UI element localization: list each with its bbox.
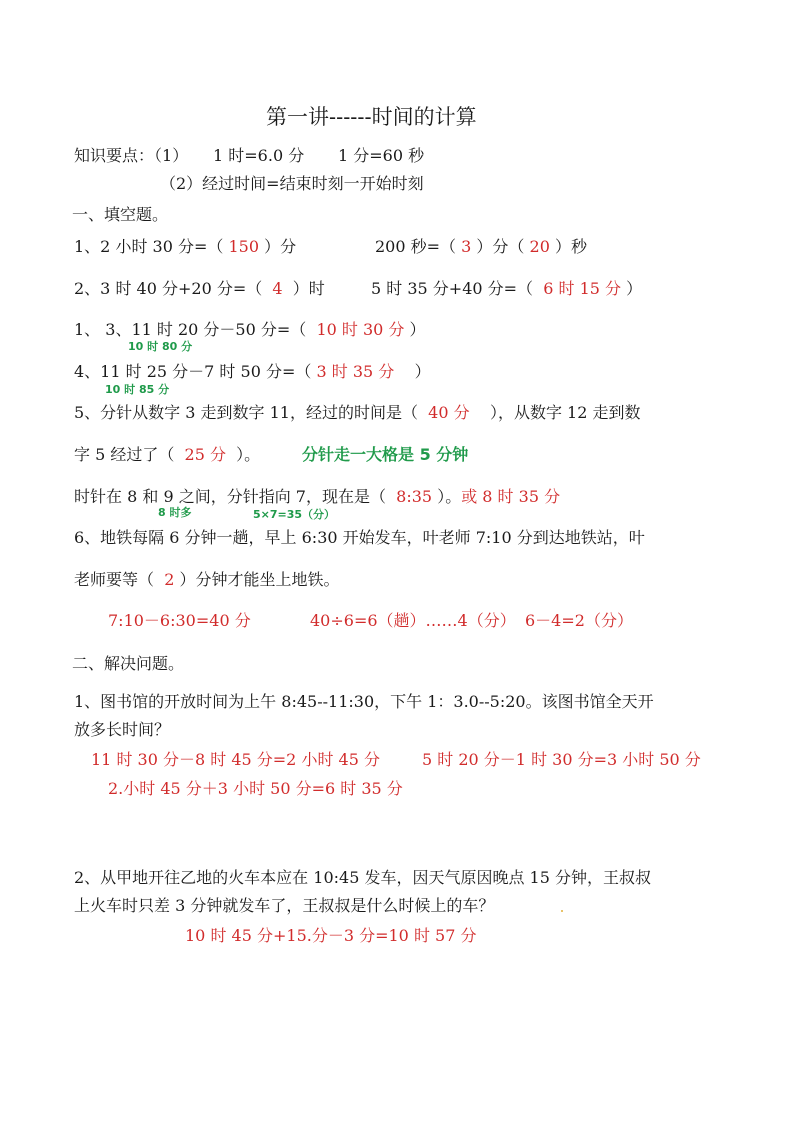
q6-work-3: 6－4=2（分） (525, 611, 633, 630)
q5-line1-suffix: ），从数字 12 走到数 (489, 403, 641, 422)
q1-part2-mid: ）分（ (476, 237, 525, 256)
q5-note-1: 8 时多 (158, 506, 192, 519)
q2-part2-suffix: ） (626, 279, 643, 298)
q6-line1: 6、地铁每隔 6 分钟一趟，早上 6:30 开始发车，叶老师 7:10 分到达地铁站，叶 (74, 528, 645, 547)
q5-answer-1: 40 分 (428, 403, 470, 422)
q1-part2 (375, 237, 587, 257)
q6-line2-prefix: 老师要等（ (74, 570, 155, 589)
s2-q1-line1: 1、图书馆的开放时间为上午 8:45--11:30，下午 1：3.0--5:20。该图书馆全天开 (74, 692, 654, 711)
q5-line3-suffix: ）。 (437, 487, 462, 506)
q2-part1 (74, 279, 325, 299)
q2-part2 (371, 279, 642, 299)
knowledge-point-1b: 1 分=60 秒 (338, 146, 425, 165)
s2-q1-line2: 放多长时间？ (74, 720, 171, 739)
q5-line2-suffix: ）。 (236, 445, 261, 464)
knowledge-point-1a: 1 时=6.0 分 (213, 146, 305, 165)
q5-answer-3-alt: 或 8 时 35 分 (461, 487, 561, 506)
q1-answer-3: 20 (529, 237, 550, 256)
q3-suffix: ） (409, 320, 426, 339)
q2-answer-2: 6 时 15 分 (543, 279, 622, 298)
q6-work-2: 40÷6=6（趟）……4（分） (310, 611, 516, 630)
q3 (74, 320, 426, 340)
q1-prefix: 1、2 小时 30 分=（ (74, 237, 224, 256)
knowledge-point-2: （2）经过时间=结束时刻一开始时刻 (160, 174, 424, 193)
q3-answer: 10 时 30 分 (316, 320, 405, 339)
q2-answer-1: 4 (272, 279, 283, 298)
q4-suffix: ） (414, 362, 431, 381)
s2-q2-line1: 2、从甲地开往乙地的火车本应在 10:45 发车，因天气原因晚点 15 分钟，王叔叔 (74, 868, 651, 887)
q5-note-2: 5×7=35（分） (253, 508, 336, 521)
q3-note: 10 时 80 分 (128, 340, 193, 353)
s2-q1-work-3: 2.小时 45 分＋3 小时 50 分=6 时 35 分 (108, 779, 403, 798)
q2-mid: ）时 (292, 279, 325, 298)
knowledge-label-text: 知识要点： (74, 146, 155, 165)
q4 (74, 362, 431, 382)
q5-line3-prefix: 时针在 8 和 9 之间，分针指向 7，现在是（ (74, 487, 386, 506)
q6-work-1: 7:10－6:30=40 分 (108, 611, 251, 630)
q6-answer: 2 (164, 570, 175, 589)
q1-part2-prefix: 200 秒=（ (375, 237, 457, 256)
q5-line3 (74, 487, 560, 507)
q3-prefix: 1、 3、11 时 20 分－50 分=（ (74, 320, 307, 339)
q5-answer-3: 8:35 (396, 487, 433, 506)
q2-prefix: 2、3 时 40 分+20 分=（ (74, 279, 263, 298)
q1-mid: ）分 (264, 237, 297, 256)
section2-heading: 二、解决问题。 (72, 654, 185, 673)
s2-q1-work-2: 5 时 20 分－1 时 30 分=3 小时 50 分 (422, 750, 701, 769)
q1-answer-2: 3 (461, 237, 472, 256)
q1-part2-suffix: ）秒 (554, 237, 587, 256)
q4-prefix: 4、11 时 25 分－7 时 50 分=（ (74, 362, 312, 381)
q4-note: 10 时 85 分 (105, 383, 170, 396)
section1-heading: 一、填空题。 (72, 205, 169, 224)
q5-line1 (74, 403, 641, 423)
knowledge-label (74, 146, 188, 166)
s2-q2-work: 10 时 45 分+15.分－3 分=10 时 57 分 (185, 926, 477, 945)
point1-number: （1） (154, 146, 189, 165)
q2-part2-prefix: 5 时 35 分+40 分=（ (371, 279, 534, 298)
q5-tip: 分针走一大格是 5 分钟 (302, 445, 469, 464)
q1-answer-1: 150 (228, 237, 260, 256)
stray-mark (561, 910, 563, 912)
q1-part1 (74, 237, 296, 257)
q5-line2-prefix: 字 5 经过了（ (74, 445, 175, 464)
q5-line2 (74, 445, 260, 465)
s2-q2-line2: 上火车时只差 3 分钟就发车了，王叔叔是什么时候上的车？ (74, 896, 495, 915)
q6-line2 (74, 570, 339, 590)
q5-line1-prefix: 5、分针从数字 3 走到数字 11，经过的时间是（ (74, 403, 418, 422)
q5-answer-2: 25 分 (184, 445, 226, 464)
q4-answer: 3 时 35 分 (316, 362, 395, 381)
s2-q1-work-1: 11 时 30 分－8 时 45 分=2 小时 45 分 (91, 750, 380, 769)
page-title: 第一讲------时间的计算 (266, 105, 477, 129)
q6-line2-suffix: ）分钟才能坐上地铁。 (179, 570, 340, 589)
